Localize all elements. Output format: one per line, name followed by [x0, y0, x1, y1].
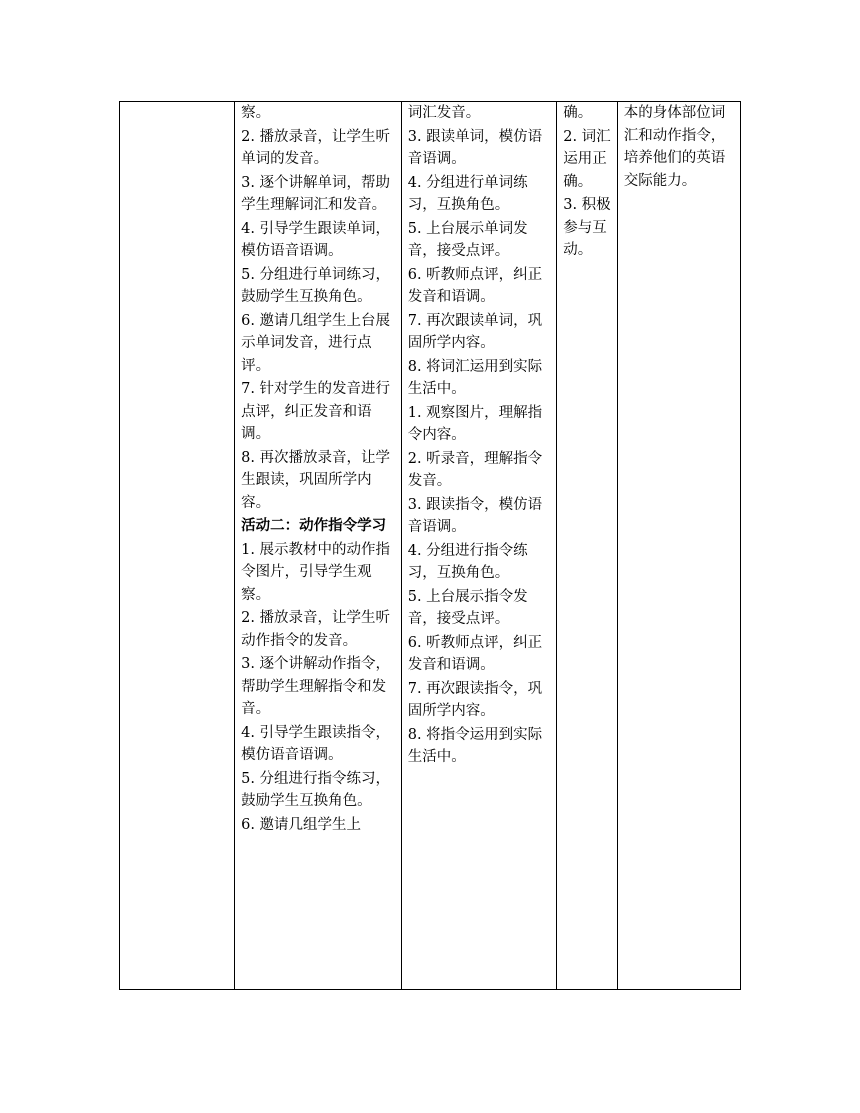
student-activity-list: [402, 102, 557, 769]
col1-cell: [120, 102, 235, 990]
teacher-activity-list: [235, 102, 401, 836]
list-item: 2. 听录音，理解指令发音。: [407, 450, 543, 489]
list-item: 7. 再次跟读单词，巩固所学内容。: [407, 312, 543, 351]
evaluation-cell: [557, 102, 618, 990]
list-item: 4. 分组进行单词练习，互换角色。: [407, 174, 528, 213]
list-item: 6. 邀请几组学生上: [241, 816, 362, 833]
list-item: 7. 针对学生的发音进行点评，纠正发音和语调。: [241, 381, 391, 442]
teacher-activity-cell: [235, 102, 402, 990]
list-item: 确。: [563, 105, 593, 121]
list-item: 1. 展示教材中的动作指令图片，引导学生观察。: [241, 541, 391, 603]
list-item: 7. 再次跟读指令，巩固所学内容。: [407, 680, 543, 719]
student-activity-cell: [401, 102, 557, 990]
list-item: 2. 词汇运用正确。: [563, 128, 611, 190]
list-item: 5. 分组进行指令练习，鼓励学生互换角色。: [241, 770, 391, 809]
list-item: 本的身体部位词汇和动作指令，培养他们的英语交际能力。: [623, 105, 726, 189]
list-item: 4. 分组进行指令练习，互换角色。: [407, 542, 528, 581]
list-item: 6. 听教师点评，纠正发音和语调。: [407, 634, 543, 673]
evaluation-list: [557, 102, 617, 262]
list-item: 2. 播放录音，让学生听单词的发音。: [241, 128, 391, 167]
list-item: 3. 逐个讲解动作指令，帮助学生理解指令和发音。: [241, 656, 391, 717]
table-row: [120, 102, 741, 990]
list-item: 5. 上台展示指令发音，接受点评。: [407, 588, 528, 627]
list-item: 8. 将词汇运用到实际生活中。: [407, 358, 543, 397]
list-item: 3. 跟读指令，模仿语音语调。: [407, 496, 543, 535]
list-item: 3. 跟读单词，模仿语音语调。: [407, 128, 543, 167]
design-intent-cell: [617, 102, 740, 990]
list-item: 察。: [241, 105, 271, 121]
list-item: 3. 逐个讲解单词，帮助学生理解词汇和发音。: [241, 174, 391, 213]
list-item: 2. 播放录音，让学生听动作指令的发音。: [241, 610, 391, 649]
list-item: 4. 引导学生跟读指令，模仿语音语调。: [241, 724, 391, 763]
list-item: 8. 将指令运用到实际生活中。: [407, 726, 543, 765]
list-item: 5. 上台展示单词发音，接受点评。: [407, 220, 528, 259]
list-item: 4. 引导学生跟读单词，模仿语音语调。: [241, 220, 391, 259]
list-item: 6. 听教师点评，纠正发音和语调。: [407, 266, 543, 305]
lesson-plan-table: [119, 101, 741, 990]
design-intent-list: [618, 102, 740, 192]
list-item: 1. 观察图片，理解指令内容。: [407, 404, 543, 443]
list-item: 5. 分组进行单词练习，鼓励学生互换角色。: [241, 266, 391, 305]
list-item: 3. 积极参与互动。: [563, 197, 611, 258]
list-item: 词汇发音。: [407, 105, 481, 121]
activity-heading: 活动二：动作指令学习: [241, 518, 387, 534]
list-item: 8. 再次播放录音，让学生跟读，巩固所学内容。: [241, 449, 391, 511]
list-item: 6. 邀请几组学生上台展示单词发音，进行点评。: [241, 312, 391, 374]
